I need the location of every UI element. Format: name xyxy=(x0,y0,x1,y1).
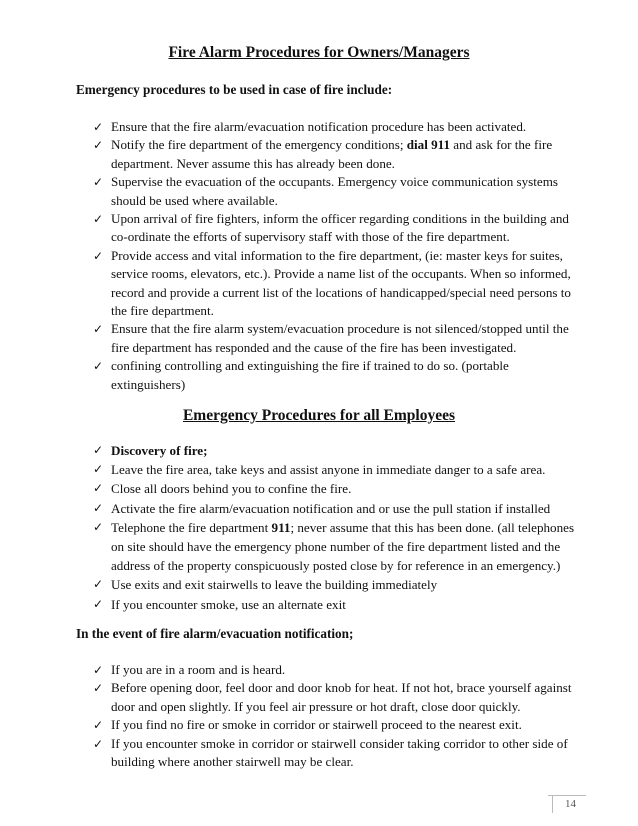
checkmark-icon: ✓ xyxy=(93,120,104,134)
item-text: If you are in a room and is heard. xyxy=(111,662,286,677)
item-text: Close all doors behind you to confine the fire. xyxy=(111,481,352,497)
item-text: Activate the fire alarm/evacuation notification and or use the pull station if installed xyxy=(111,500,551,516)
checklist-item xyxy=(0,575,638,594)
checklist-item xyxy=(0,460,638,479)
checkmark-icon: ✓ xyxy=(93,681,104,696)
item-emphasis: 911 xyxy=(271,519,291,535)
checkmark-icon: ✓ xyxy=(93,519,104,534)
checklist-item xyxy=(0,679,638,716)
page-number: 14 xyxy=(552,795,586,813)
section3-heading: In the event of fire alarm/evacuation notification; xyxy=(76,626,354,641)
checkmark-icon: ✓ xyxy=(93,248,104,263)
item-text: If you encounter smoke in corridor or stairwell consider taking corridor to other side of building where another stairwell may be clear. xyxy=(111,735,568,770)
checklist-item xyxy=(0,479,638,498)
item-text: Before opening door, feel door and door knob for heat. If not hot, brace yourself against door and open slightly. If you feel air pressure or hot draft, close door quickly. xyxy=(111,680,572,714)
checklist-item xyxy=(0,357,638,394)
checklist-item xyxy=(0,661,638,679)
checklist-item xyxy=(0,595,638,614)
item-text: Ensure that the fire alarm system/evacuation procedure is not silenced/stopped until the fire department has responded and the cause of the fire has been investigated. xyxy=(111,321,569,355)
checklist-item xyxy=(0,518,638,576)
checklist-item xyxy=(0,320,638,357)
checkmark-icon: ✓ xyxy=(93,443,104,457)
checkmark-icon: ✓ xyxy=(93,736,104,751)
checklist-item xyxy=(0,210,638,247)
checklist-item xyxy=(0,716,638,734)
checkmark-icon: ✓ xyxy=(93,462,104,477)
checkmark-icon: ✓ xyxy=(93,322,104,337)
item-text: Supervise the evacuation of the occupants. Emergency voice communication systems should be used where available. xyxy=(111,174,558,208)
item-text: Upon arrival of fire fighters, inform the officer regarding conditions in the building and co-ordinate the efforts of supervisory staff with those of the fire department. xyxy=(111,211,569,245)
item-text: ; never assume that this has been done. (all telephones on site should have the emergency phone number of the fire department listed and the address of the property conspicuously posted close by for reference in an emergency.) xyxy=(111,519,575,574)
item-text: and ask for the fire department. Never assume this has already been done. xyxy=(111,137,553,171)
checklist-item xyxy=(0,136,638,173)
item-text: confining controlling and extinguishing the fire if trained to do so. (portable extinguishers) xyxy=(111,358,509,392)
item-emphasis: Discovery of fire; xyxy=(111,443,208,458)
checkmark-icon: ✓ xyxy=(93,500,104,515)
item-emphasis: dial 911 xyxy=(406,137,451,153)
checkmark-icon: ✓ xyxy=(93,596,104,611)
item-text: Provide access and vital information to the fire department, (ie: master keys for suites, service rooms, elevators, etc.). Provide a name list of the occupants. When so informed, record and provide a current list of the locations of handicapped/special need persons to the fire department. xyxy=(111,247,571,319)
checkmark-icon: ✓ xyxy=(93,718,104,733)
item-text: Ensure that the fire alarm/evacuation notification procedure has been activated. xyxy=(111,119,527,134)
checkmark-icon: ✓ xyxy=(93,138,104,153)
checklist-item xyxy=(0,118,638,136)
item-text: If you encounter smoke, use an alternate exit xyxy=(111,596,346,612)
checkmark-icon: ✓ xyxy=(93,359,104,374)
item-text: Leave the fire area, take keys and assist anyone in immediate danger to a safe area. xyxy=(111,462,546,478)
section2-checklist xyxy=(0,441,638,614)
checklist-item xyxy=(0,247,638,321)
checklist-item xyxy=(0,735,638,772)
item-text: Telephone the fire department xyxy=(111,519,272,535)
checkmark-icon: ✓ xyxy=(93,663,104,677)
checkmark-icon: ✓ xyxy=(93,175,104,190)
item-text: Use exits and exit stairwells to leave the building immediately xyxy=(111,577,438,593)
section1-heading: Emergency procedures to be used in case of fire include: xyxy=(76,82,393,97)
section1-title: Fire Alarm Procedures for Owners/Managers xyxy=(168,44,470,61)
section2-title: Emergency Procedures for all Employees xyxy=(182,407,456,424)
section3-checklist xyxy=(0,661,638,771)
checkmark-icon: ✓ xyxy=(93,212,104,227)
checkmark-icon: ✓ xyxy=(93,481,104,496)
checklist-item xyxy=(0,441,638,460)
item-text: If you find no fire or smoke in corridor or stairwell proceed to the nearest exit. xyxy=(111,717,522,733)
checkmark-icon: ✓ xyxy=(93,577,104,592)
checklist-item xyxy=(0,499,638,518)
section1-checklist xyxy=(0,118,638,394)
item-text: Notify the fire department of the emergency conditions; xyxy=(111,137,407,153)
checklist-item xyxy=(0,173,638,210)
